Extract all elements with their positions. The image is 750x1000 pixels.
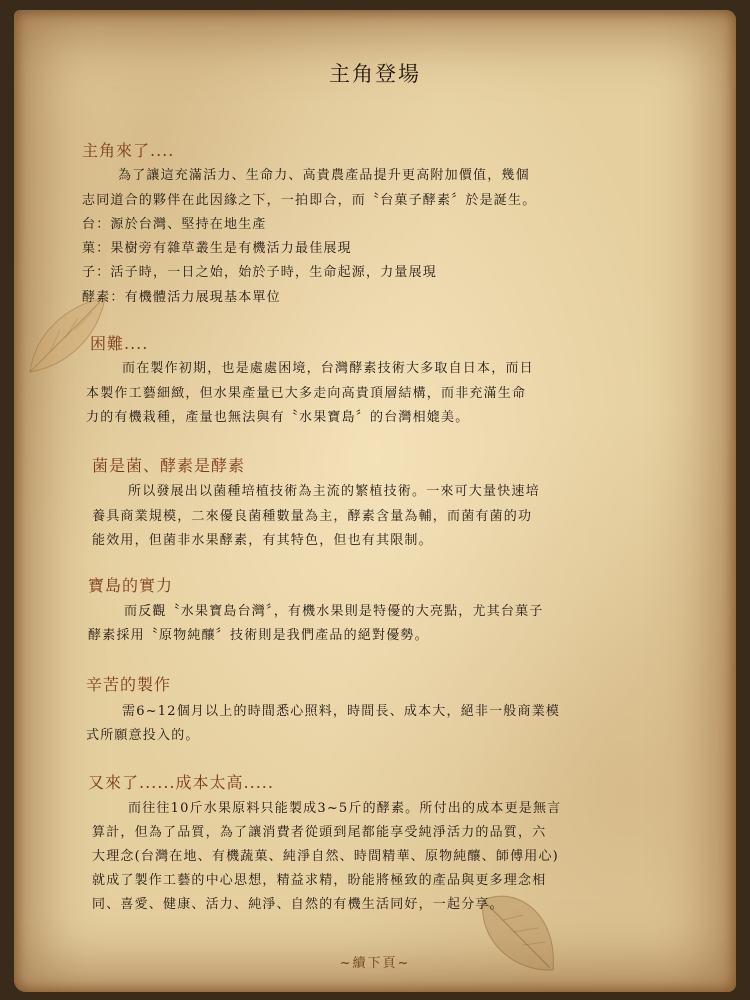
section-line: 所以發展出以菌種培植技術為主流的繁植技術。一來可大量快速培 bbox=[128, 484, 540, 499]
section-line: 而反觀〝水果寶島台灣〞，有機水果則是特優的大亮點，尤其台菓子 bbox=[124, 604, 544, 619]
section-heading-difficulty: 困難.... bbox=[90, 334, 149, 353]
section-heading-high-cost: 又來了......成本太高..... bbox=[88, 773, 274, 792]
section-line: 式所願意投入的。 bbox=[86, 728, 200, 743]
section-line: 養具商業規模，二來優良菌種數量為主，酵素含量為輔，而菌有菌的功 bbox=[92, 509, 533, 524]
section-line: 就成了製作工藝的中心思想，精益求精，盼能將極致的產品與更多理念相 bbox=[92, 873, 547, 888]
section-line: 力的有機栽種，產量也無法與有〝水果寶島〞的台灣相媲美。 bbox=[86, 410, 470, 425]
section-line: 本製作工藝細緻，但水果產量已大多走向高貴頂層結構，而非充滿生命 bbox=[86, 386, 527, 401]
section-heading-hard-work: 辛苦的製作 bbox=[86, 675, 172, 694]
section-line: 而往往10斤水果原料只能製成3~5斤的酵素。所付出的成本更是無言 bbox=[128, 801, 562, 816]
section-line: 同、喜愛、健康、活力、純淨、自然的有機生活同好，一起分享。 bbox=[92, 897, 504, 912]
section-line: 酵素：有機體活力展現基本單位 bbox=[82, 290, 281, 305]
section-line: 能效用，但菌非水果酵素，有其特色，但也有其限制。 bbox=[92, 533, 433, 548]
section-line: 台：源於台灣、堅持在地生產 bbox=[82, 217, 267, 232]
section-line: 子：活子時，一日之始，始於子時，生命起源，力量展現 bbox=[82, 265, 438, 280]
section-line: 大理念(台灣在地、有機蔬菓、純淨自然、時間精華、原物純釀、師傅用心) bbox=[92, 849, 559, 864]
section-line: 而在製作初期，也是處處困境，台灣酵素技術大多取自日本，而日 bbox=[122, 361, 534, 376]
section-heading-bacteria-vs-enzyme: 菌是菌、酵素是酵素 bbox=[92, 456, 246, 475]
section-line: 志同道合的夥伴在此因緣之下，一拍即合，而〝台菓子酵素〞於是誕生。 bbox=[82, 193, 537, 208]
section-heading-treasure-island: 寶島的實力 bbox=[88, 576, 174, 595]
section-line: 菓：果樹旁有雜草叢生是有機活力最佳展現 bbox=[82, 241, 352, 256]
section-line: 需6~12個月以上的時間悉心照料，時間長、成本大，絕非一般商業模 bbox=[122, 704, 561, 719]
section-line: 算計，但為了品質，為了讓消費者從頭到尾都能享受純淨活力的品質，六 bbox=[92, 825, 547, 840]
continued-next-page: ~續下頁~ bbox=[339, 956, 411, 971]
section-heading-protagonist: 主角來了.... bbox=[82, 141, 175, 160]
section-line: 為了讓這充滿活力、生命力、高貴農產品提升更高附加價值，幾個 bbox=[118, 168, 530, 183]
page-title: 主角登場 bbox=[329, 62, 421, 86]
section-line: 酵素採用〝原物純釀〞技術則是我們產品的絕對優勢。 bbox=[88, 628, 429, 643]
